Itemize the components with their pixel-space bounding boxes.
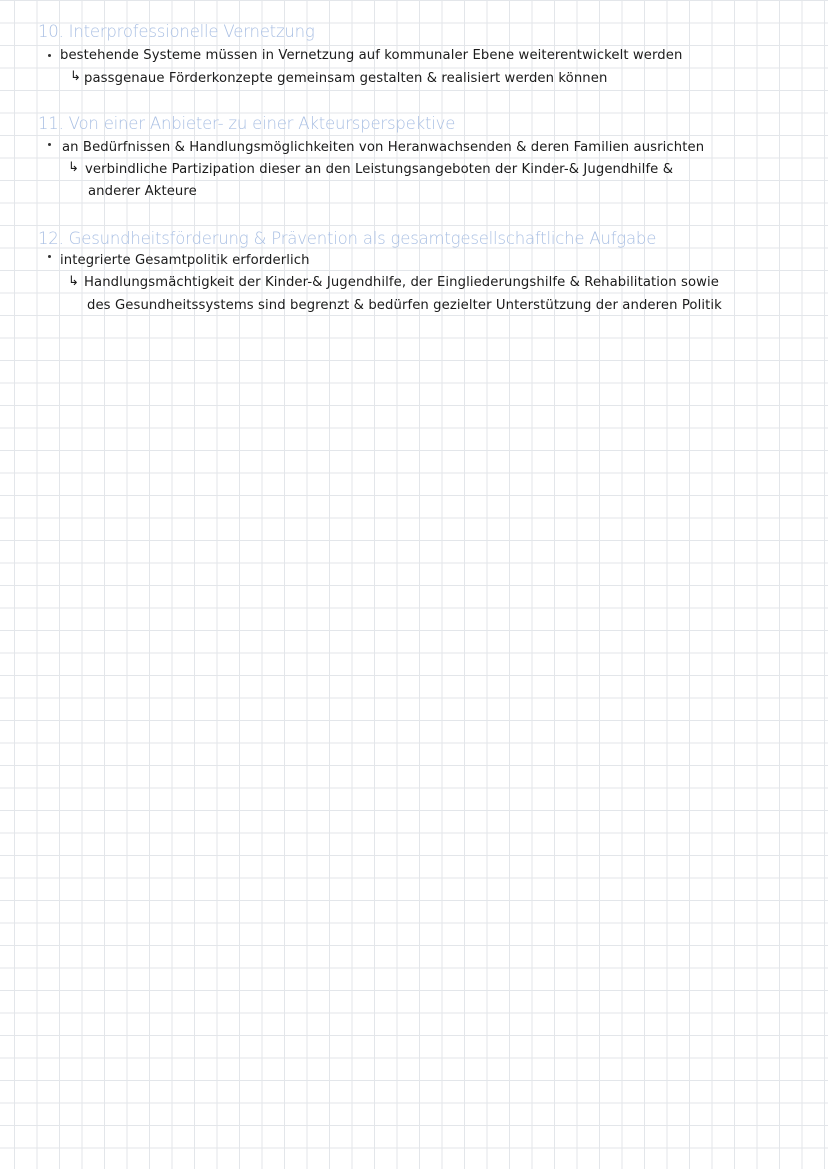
arrow-return-icon: ↳ (70, 69, 81, 84)
section-10-heading: 10. Interprofessionelle Vernetzung (38, 22, 315, 41)
section-11-bullet: an Bedürfnissen & Handlungsmöglichkeiten von Heranwachsenden & deren Familien ausrichten (62, 140, 705, 155)
section-12-heading: 12. Gesundheitsförderung & Prävention als gesamtgesellschaftliche Aufgabe (38, 229, 657, 248)
section-10-sub-line-1: passgenaue Förderkonzepte gemeinsam gestalten & realisiert werden können (84, 71, 608, 86)
section-11-sub-line-1: verbindliche Partizipation dieser an den Leistungsangeboten der Kinder-& Jugendhilfe & (85, 162, 674, 177)
bullet-dot-icon (48, 255, 51, 258)
section-12-bullet: integrierte Gesamtpolitik erforderlich (60, 253, 310, 268)
section-12-sub-line-1: Handlungsmächtigkeit der Kinder-& Jugendhilfe, der Eingliederungshilfe & Rehabilitation sowie (84, 275, 719, 290)
arrow-return-icon: ↳ (68, 160, 79, 175)
arrow-return-icon: ↳ (68, 274, 79, 289)
section-11-sub-line-2: anderer Akteure (88, 184, 197, 199)
section-10-bullet: bestehende Systeme müssen in Vernetzung auf kommunaler Ebene weiterentwickelt werden (60, 48, 683, 63)
section-11-heading: 11. Von einer Anbieter- zu einer Akteursperspektive (38, 114, 456, 133)
bullet-dot-icon (48, 54, 51, 57)
section-12-sub-line-2: des Gesundheitssystems sind begrenzt & bedürfen gezielter Unterstützung der anderen Politik (87, 298, 722, 313)
bullet-dot-icon (48, 143, 51, 146)
